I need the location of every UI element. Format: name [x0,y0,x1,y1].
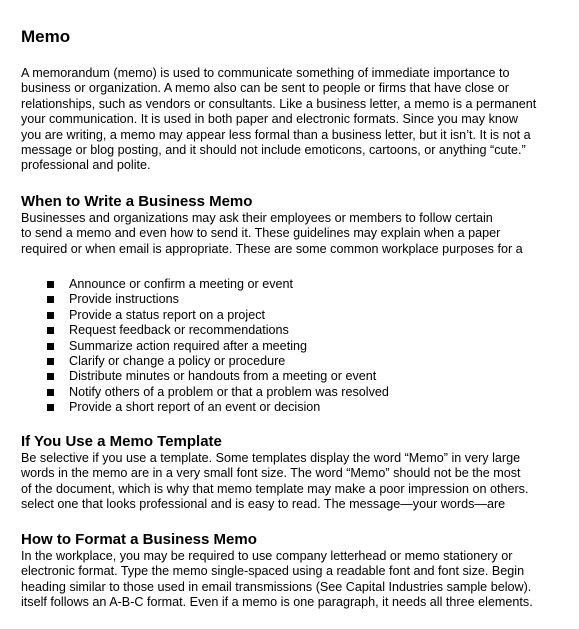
text-line: of the document, which is why that memo template may make a poor impression on others. [21,481,529,496]
list-item-text: Summarize action required after a meeting [69,338,307,353]
text-line: electronic format. Type the memo single-spaced using a readable font and font size. Begin [21,564,525,579]
square-bullet-icon [47,327,54,334]
square-bullet-icon [47,296,54,303]
list-item-text: Provide a status report on a project [69,307,266,322]
square-bullet-icon [47,343,54,350]
text-line: itself follows an A-B-C format. Even if a memo is one paragraph, it needs all three elements. [21,595,533,610]
intro-paragraph [21,66,536,174]
text-line: you are writing, a memo may appear less formal than a business letter, but it isn’t. It is not a [21,127,531,142]
list-item-text: Provide a short report of an event or decision [69,400,321,415]
text-line: business or organization. A memo also can be sent to people or firms that have close or [21,81,509,96]
list-item-text: Request feedback or recommendations [69,323,289,338]
list-item-text: Announce or confirm a meeting or event [69,277,294,291]
text-line: to send a memo and even how to send it. These guidelines may explain when a paper [21,226,501,241]
section-heading-format: How to Format a Business Memo [21,531,257,548]
text-line: In the workplace, you may be required to use company letterhead or memo stationery or [21,549,513,563]
square-bullet-icon [47,281,54,288]
text-line: your communication. It is used in both paper and electronic formats. Since you may know [21,112,518,127]
square-bullet-icon [47,373,54,380]
when-to-write-paragraph [21,211,523,257]
text-line: select one that looks professional and is easy to read. The message—your words—are [21,497,506,512]
text-line: heading similar to those used in email transmissions (See Capital Industries sample below). [21,579,532,594]
text-line: words in the memo are in a very small font size. The word “Memo” should not be the most [21,466,521,481]
text-line: Businesses and organizations may ask their employees or members to follow certain [21,211,493,225]
memo-template-paragraph [21,451,528,513]
square-bullet-icon [47,358,54,365]
square-bullet-icon [47,389,54,396]
page-title: Memo [21,27,71,46]
text-line: Be selective if you use a template. Some templates display the word “Memo” in very large [21,451,521,465]
text-line: relationships, such as vendors or consultants. Like a business letter, a memo is a permanent [21,96,537,111]
list-item-text: Provide instructions [69,292,179,307]
format-paragraph [21,549,533,611]
list-item-text: Clarify or change a policy or procedure [69,353,286,368]
list-item-text: Notify others of a problem or that a problem was resolved [69,384,389,399]
text-line: A memorandum (memo) is used to communicate something of immediate importance to [21,66,510,80]
square-bullet-icon [47,312,54,319]
text-line: message or blog posting, and it should not include emoticons, cartoons, or anything “cute.” [21,143,526,158]
square-bullet-icon [47,404,54,411]
text-line: required or when email is appropriate. These are some common workplace purposes for a [21,241,523,256]
section-heading-memo-template: If You Use a Memo Template [21,433,222,450]
section-heading-when-to-write: When to Write a Business Memo [21,193,253,210]
text-line: professional and polite. [21,158,151,173]
list-item-text: Distribute minutes or handouts from a meeting or event [69,369,377,384]
